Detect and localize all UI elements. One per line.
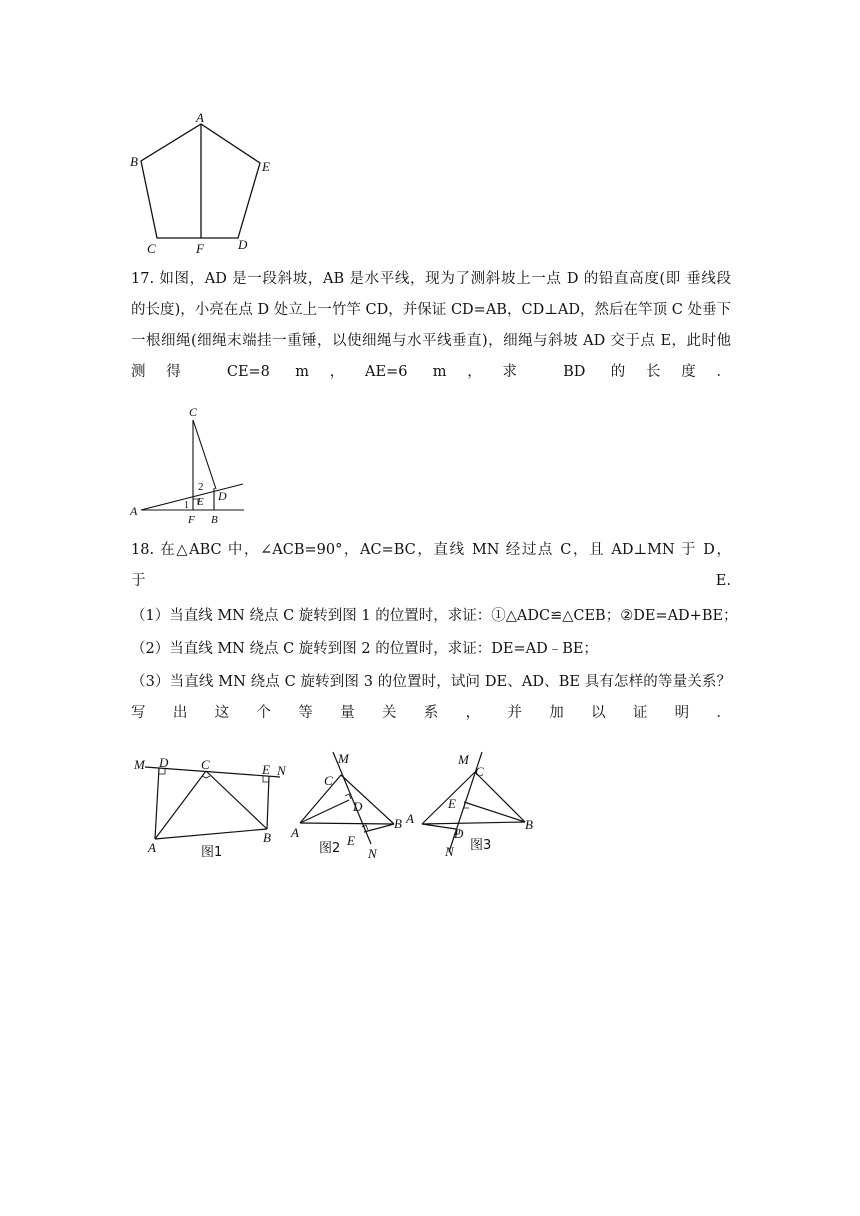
problem-18-line-1: 18. 在△ABC 中，∠ACB=90°，AC=BC，直线 MN 经过点 C，且 AD⊥MN 于 D， (131, 542, 731, 558)
figure-2 (286, 748, 416, 866)
problem-18-part-2: （2）当直线 MN 绕点 C 旋转到图 2 的位置时，求证：DE=AD﹣BE； (131, 641, 598, 657)
problem-17-line-2: 的长度)，小亮在点 D 处立上一竹竿 CD，并保证 CD=AB，CD⊥AD，然后在竿顶 C 处垂下 (131, 302, 731, 318)
pentagon-figure (125, 108, 285, 262)
slope-label-e: E (197, 496, 204, 508)
figure-1-label-d: D (159, 755, 169, 770)
figure-1-label-a: A (148, 840, 156, 855)
problem-18-part-3-line-1: （3）当直线 MN 绕点 C 旋转到图 3 的位置时，试问 DE、AD、BE 具有怎样的等量关系？ (131, 674, 731, 690)
figure-3-label-a: A (406, 811, 414, 826)
problem-18-part-3-line-2: 写出这个等量关系，并加以证明． (131, 705, 731, 721)
figure-2-label-n: N (368, 846, 377, 861)
figure-3 (404, 748, 540, 866)
pentagon-label-c: C (147, 241, 156, 256)
pentagon-label-e: E (262, 159, 270, 174)
figure-2-label-c: C (324, 773, 333, 788)
slope-label-a: A (130, 504, 138, 518)
pentagon-label-b: B (130, 154, 138, 169)
figure-3-label-c: C (475, 764, 484, 779)
slope-label-c: C (189, 405, 198, 419)
figure-2-caption: 图2 (319, 841, 341, 856)
figure-2-label-a: A (291, 825, 299, 840)
problem-18-part-3 (131, 667, 731, 729)
problem-17-line-4: 测得 CE=8 m，AE=6 m，求 BD 的长度． (131, 364, 731, 380)
figure-1-label-b: B (263, 830, 271, 845)
figure-1-label-n: N (277, 763, 286, 778)
figure-2-label-m: M (338, 751, 349, 766)
problem-18-part-1: （1）当直线 MN 绕点 C 旋转到图 1 的位置时，求证：①△ADC≌△CEB；②DE=AD+BE； (131, 608, 738, 624)
figure-1 (128, 750, 298, 864)
figure-3-label-m: M (458, 752, 469, 767)
pentagon-label-a: A (196, 110, 204, 125)
problem-18-line-2: 于 E. (131, 573, 731, 589)
figure-2-label-b: B (394, 816, 402, 831)
slope-label-b: B (211, 514, 218, 526)
figure-1-label-m: M (134, 757, 145, 772)
figure-3-caption: 图3 (470, 838, 492, 853)
figure-2-label-d: D (353, 799, 363, 814)
slope-label-d: D (218, 489, 227, 503)
pentagon-label-d: D (238, 237, 248, 252)
figure-3-label-b: B (525, 817, 533, 832)
figure-1-label-c: C (201, 757, 210, 772)
problem-17-line-1: 17. 如图，AD 是一段斜坡，AB 是水平线，现为了测斜坡上一点 D 的铅直高度(即 垂线段 (131, 271, 731, 287)
figure-3-label-d: D (454, 826, 464, 841)
slope-figure (126, 402, 256, 530)
problem-18-text (131, 535, 731, 597)
slope-label-1: 1 (184, 500, 189, 511)
figure-1-caption: 图1 (201, 845, 223, 860)
pentagon-label-f: F (196, 241, 204, 256)
slope-label-f: F (188, 514, 195, 526)
slope-label-2: 2 (198, 481, 204, 493)
problem-17-line-3: 一根细绳(细绳末端挂一重锤，以使细绳与水平线垂直)，细绳与斜坡 AD 交于点 E，此时他 (131, 333, 731, 349)
problem-17-text (131, 264, 731, 388)
figure-1-label-e: E (262, 762, 270, 777)
figure-3-label-e: E (448, 796, 456, 811)
figure-2-label-e: E (347, 833, 355, 848)
figure-3-label-n: N (445, 844, 454, 859)
